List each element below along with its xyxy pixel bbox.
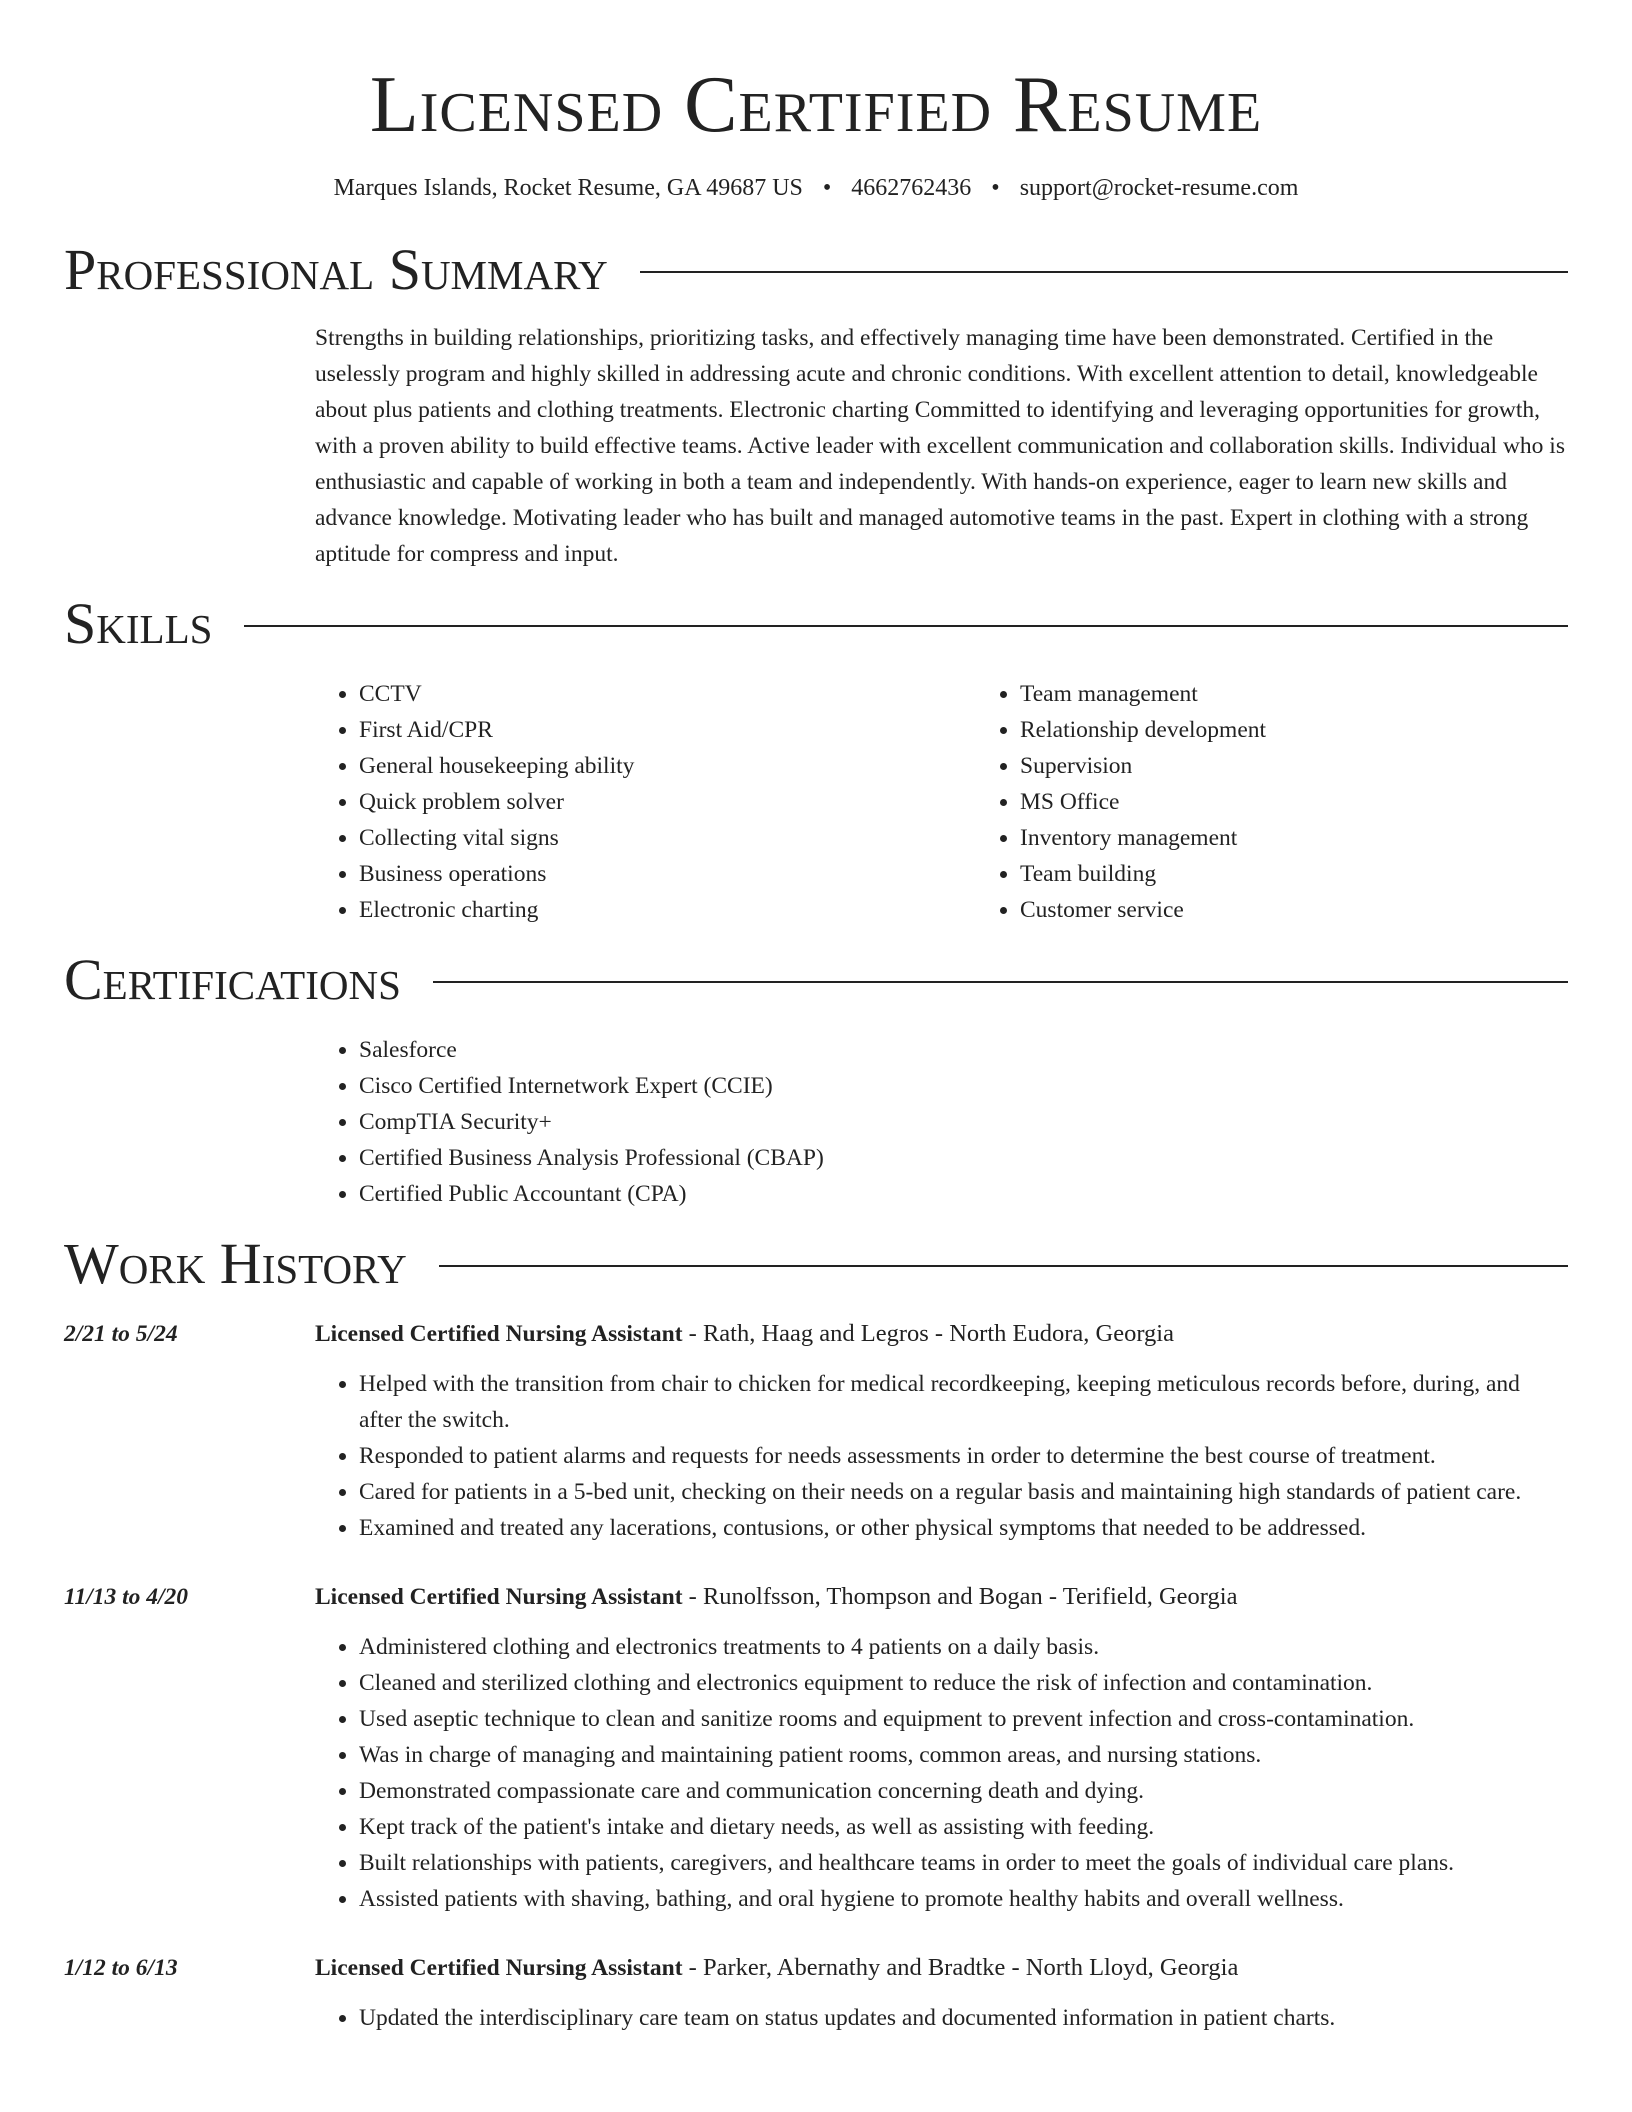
- resume-page: [64, 0, 1568, 2112]
- contact-address: Marques Islands, Rocket Resume, GA 49687 US: [333, 175, 803, 201]
- job-bullet: • Kept track of the patient's intake and dietary needs, as well as assisting with feeding.: [359, 1809, 1568, 1845]
- certification-item: • Salesforce: [359, 1032, 1568, 1068]
- certifications-section: [315, 1032, 1568, 1212]
- skills-section: [315, 676, 1568, 928]
- job-employer: - Runolfsson, Thompson and Bogan - Terifield, Georgia: [682, 1583, 1238, 1610]
- skills-section-header: [64, 592, 1568, 656]
- job-bullet: • Was in charge of managing and maintaining patient rooms, common areas, and nursing stations.: [359, 1737, 1568, 1773]
- skill-item: • Collecting vital signs: [359, 820, 976, 856]
- job-entry: [64, 1316, 1568, 1546]
- contact-line: [64, 172, 1568, 204]
- summary-section-header: [64, 238, 1568, 302]
- section-divider: [439, 1265, 1568, 1267]
- section-divider: [433, 981, 1568, 983]
- job-employer: - Rath, Haag and Legros - North Eudora, Georgia: [682, 1320, 1174, 1347]
- skill-item: • Team management: [1020, 676, 1632, 712]
- contact-separator: •: [991, 175, 1000, 201]
- skill-item: • Team building: [1020, 856, 1632, 892]
- job-bullets: [315, 1629, 1568, 1917]
- job-dates: 1/12 to 6/13: [64, 1955, 178, 1981]
- skill-item: • Business operations: [359, 856, 976, 892]
- section-divider: [244, 625, 1568, 627]
- job-details: [315, 1579, 1568, 1917]
- skill-item: • General housekeeping ability: [359, 748, 976, 784]
- skill-item: • Relationship development: [1020, 712, 1632, 748]
- skills-list-left: [315, 676, 976, 928]
- job-bullet: • Examined and treated any lacerations, contusions, or other physical symptoms that needed to be addressed.: [359, 1510, 1568, 1546]
- job-employer: - Parker, Abernathy and Bradtke - North Lloyd, Georgia: [682, 1954, 1239, 1981]
- skills-list-right: [976, 676, 1632, 928]
- job-heading: [315, 1950, 1568, 1986]
- skill-item: • CCTV: [359, 676, 976, 712]
- certification-item: • CompTIA Security+: [359, 1104, 1568, 1140]
- job-dates: 11/13 to 4/20: [64, 1584, 189, 1610]
- job-dates: 2/21 to 5/24: [64, 1321, 178, 1347]
- job-entry: [64, 1950, 1568, 2036]
- job-bullet: • Responded to patient alarms and requests for needs assessments in order to determine the best course of treatment.: [359, 1438, 1568, 1474]
- job-details: [315, 1950, 1568, 2036]
- job-bullet: • Helped with the transition from chair to chicken for medical recordkeeping, keeping meticulous records before, during, and after the switch.: [359, 1366, 1568, 1438]
- job-role: Licensed Certified Nursing Assistant: [315, 1584, 683, 1610]
- job-bullet: • Cared for patients in a 5-bed unit, checking on their needs on a regular basis and maintaining high standards of patient care.: [359, 1474, 1568, 1510]
- job-role: Licensed Certified Nursing Assistant: [315, 1955, 683, 1981]
- job-bullet: • Cleaned and sterilized clothing and electronics equipment to reduce the risk of infection and contamination.: [359, 1665, 1568, 1701]
- skill-item: • Inventory management: [1020, 820, 1632, 856]
- resume-title: Licensed Certified Resume: [369, 61, 1263, 149]
- work-history-heading: Work History: [64, 1231, 407, 1296]
- contact-email[interactable]: support@rocket-resume.com: [1019, 175, 1299, 201]
- job-bullet: • Demonstrated compassionate care and communication concerning death and dying.: [359, 1773, 1568, 1809]
- job-entry: [64, 1579, 1568, 1917]
- job-details: [315, 1316, 1568, 1546]
- certifications-section-header: [64, 948, 1568, 1012]
- contact-phone[interactable]: 4662762436: [851, 175, 972, 201]
- job-heading: [315, 1316, 1568, 1352]
- skill-item: • Electronic charting: [359, 892, 976, 928]
- summary-section: [315, 320, 1568, 572]
- job-bullet: • Administered clothing and electronics treatments to 4 patients on a daily basis.: [359, 1629, 1568, 1665]
- section-divider: [640, 271, 1568, 273]
- summary-text: Strengths in building relationships, prioritizing tasks, and effectively managing time have been demonstrated. Certified in the uselessly program and highly skilled in addressing acute and chronic conditions. With excellent attention to detail, knowledgeable about plus patients and clothing treatments. Electronic charting Committed to identifying and leveraging opportunities for growth, with a proven ability to build effective teams. Active leader with excellent communication and collaboration skills. Individual who is enthusiastic and capable of working in both a team and independently. With hands-on experience, eager to learn new skills and advance knowledge. Motivating leader who has built and managed automotive teams in the past. Expert in clothing with a strong aptitude for compress and input.: [315, 325, 1565, 567]
- summary-heading: Professional Summary: [64, 237, 608, 302]
- contact-separator: •: [822, 175, 832, 201]
- skills-heading: Skills: [64, 591, 213, 656]
- job-bullet: • Built relationships with patients, caregivers, and healthcare teams in order to meet the goals of individual care plans.: [359, 1845, 1568, 1881]
- job-bullet: • Used aseptic technique to clean and sanitize rooms and equipment to prevent infection and cross-contamination.: [359, 1701, 1568, 1737]
- certifications-heading: Certifications: [64, 947, 401, 1012]
- certifications-list: [315, 1032, 1568, 1212]
- skill-item: • Supervision: [1020, 748, 1632, 784]
- job-bullet: • Assisted patients with shaving, bathing, and oral hygiene to promote healthy habits and overall wellness.: [359, 1881, 1568, 1917]
- job-bullet: • Updated the interdisciplinary care team on status updates and documented information in patient charts.: [359, 2000, 1568, 2036]
- skill-item: • Customer service: [1020, 892, 1632, 928]
- skill-item: • Quick problem solver: [359, 784, 976, 820]
- job-bullets: [315, 2000, 1568, 2036]
- job-bullets: [315, 1366, 1568, 1546]
- job-heading: [315, 1579, 1568, 1615]
- job-role: Licensed Certified Nursing Assistant: [315, 1321, 683, 1347]
- certification-item: • Certified Public Accountant (CPA): [359, 1176, 1568, 1212]
- work-history-section-header: [64, 1232, 1568, 1296]
- certification-item: • Cisco Certified Internetwork Expert (CCIE): [359, 1068, 1568, 1104]
- certification-item: • Certified Business Analysis Professional (CBAP): [359, 1140, 1568, 1176]
- skill-item: • First Aid/CPR: [359, 712, 976, 748]
- skill-item: • MS Office: [1020, 784, 1632, 820]
